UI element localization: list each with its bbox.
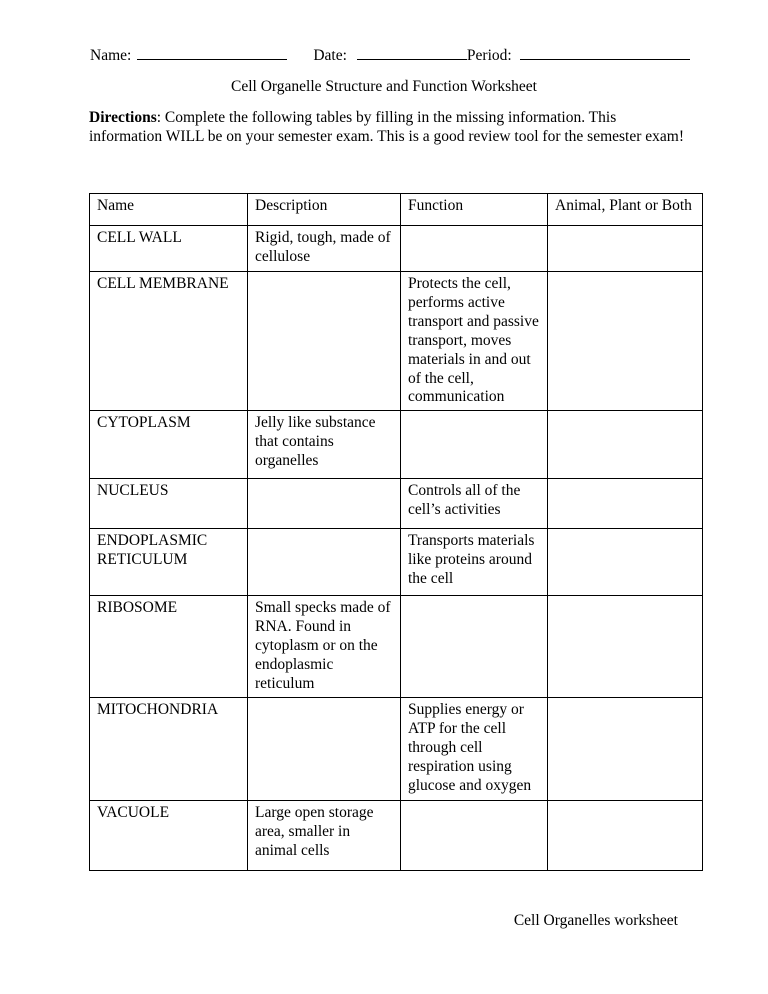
- directions-paragraph: [89, 109, 689, 147]
- cell-description: Small specks made of RNA. Found in cytoplasm or on the endoplasmic reticulum: [248, 596, 401, 698]
- name-label: Name:: [90, 47, 132, 64]
- table-row: [90, 411, 703, 479]
- column-header-name: Name: [90, 194, 248, 226]
- cell-function: [401, 596, 548, 698]
- cell-function: [401, 411, 548, 479]
- table-row: [90, 596, 703, 698]
- table-row: [90, 800, 703, 870]
- directions-label: Directions: [89, 109, 157, 126]
- cell-description: Jelly like substance that contains organelles: [248, 411, 401, 479]
- date-blank: [357, 44, 467, 60]
- cell-name: ENDOPLASMIC RETICULUM: [90, 529, 248, 596]
- organelle-table: [89, 193, 703, 871]
- cell-function: Controls all of the cell’s activities: [401, 479, 548, 529]
- cell-description: Rigid, tough, made of cellulose: [248, 226, 401, 272]
- cell-name: CYTOPLASM: [90, 411, 248, 479]
- cell-description: [248, 272, 401, 411]
- cell-animal-plant-both: [548, 596, 703, 698]
- period-blank: [520, 44, 690, 60]
- name-blank: [137, 44, 287, 60]
- cell-name: MITOCHONDRIA: [90, 697, 248, 800]
- column-header-animal-plant-both: Animal, Plant or Both: [548, 194, 703, 226]
- cell-animal-plant-both: [548, 697, 703, 800]
- table-row: [90, 697, 703, 800]
- table-header-row: [90, 194, 703, 226]
- page-title: Cell Organelle Structure and Function Worksheet: [231, 78, 537, 95]
- cell-function: Protects the cell, performs active transport and passive transport, moves materials in and out of the cell, communication: [401, 272, 548, 411]
- cell-function: Transports materials like proteins around the cell: [401, 529, 548, 596]
- cell-name: CELL WALL: [90, 226, 248, 272]
- date-label: Date:: [313, 47, 347, 64]
- cell-animal-plant-both: [548, 529, 703, 596]
- cell-animal-plant-both: [548, 479, 703, 529]
- cell-description: Large open storage area, smaller in animal cells: [248, 800, 401, 870]
- cell-description: [248, 697, 401, 800]
- column-header-function: Function: [401, 194, 548, 226]
- period-label: Period:: [466, 47, 512, 64]
- table-row: [90, 272, 703, 411]
- cell-name: NUCLEUS: [90, 479, 248, 529]
- page-footer: Cell Organelles worksheet: [513, 912, 678, 929]
- directions-text: : Complete the following tables by filling in the missing information. This information WILL be on your semester exam. This is a good review tool for the semester exam!: [89, 109, 685, 145]
- table-row: [90, 226, 703, 272]
- cell-function: [401, 226, 548, 272]
- cell-animal-plant-both: [548, 272, 703, 411]
- cell-name: RIBOSOME: [90, 596, 248, 698]
- cell-animal-plant-both: [548, 411, 703, 479]
- cell-animal-plant-both: [548, 800, 703, 870]
- fill-in-header-line: [90, 44, 688, 66]
- cell-description: [248, 529, 401, 596]
- cell-function: Supplies energy or ATP for the cell through cell respiration using glucose and oxygen: [401, 697, 548, 800]
- cell-description: [248, 479, 401, 529]
- cell-animal-plant-both: [548, 226, 703, 272]
- table-row: [90, 479, 703, 529]
- cell-name: VACUOLE: [90, 800, 248, 870]
- table-row: [90, 529, 703, 596]
- cell-name: CELL MEMBRANE: [90, 272, 248, 411]
- column-header-description: Description: [248, 194, 401, 226]
- cell-function: [401, 800, 548, 870]
